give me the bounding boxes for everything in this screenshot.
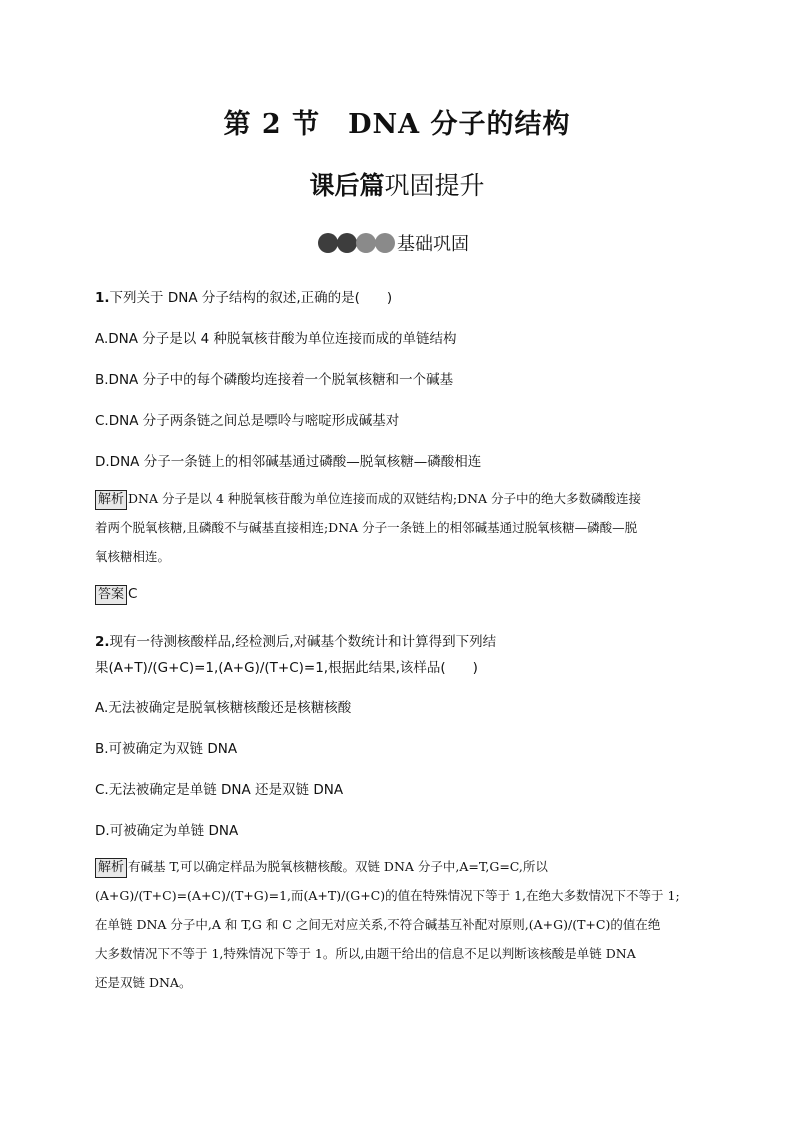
question-1-analysis (95, 484, 705, 571)
question-text: 现有一待测核酸样品,经检测后,对碱基个数统计和计算得到下列结 (109, 634, 497, 650)
answer-tag: 答案 (95, 585, 127, 605)
analysis-tag: 解析 (95, 858, 127, 878)
question-1-answer (95, 585, 137, 605)
question-1-option-d: D.DNA 分子一条链上的相邻碱基通过磷酸—脱氧核糖—磷酸相连 (95, 454, 482, 470)
level-dot-icon (337, 233, 357, 253)
analysis-line: 在单链 DNA 分子中,A 和 T,G 和 C 之间无对应关系,不符合碱基互补配对原则,(A+G)/(T+C)的值在绝 (95, 917, 661, 932)
subtitle-light: 巩固提升 (384, 171, 485, 200)
question-number: 1. (95, 290, 110, 306)
analysis-line: 氧核糖相连。 (95, 549, 171, 564)
question-number: 2. (95, 634, 110, 650)
section-heading (318, 230, 469, 256)
analysis-line: (A+G)/(T+C)=(A+C)/(T+G)=1,而(A+T)/(G+C)的值在特殊情况下等于 1,在绝大多数情况下不等于 1; (95, 888, 680, 903)
question-2-option-b: B.可被确定为双链 DNA (95, 741, 238, 757)
question-1-stem (95, 286, 705, 306)
page-title: 第 2 节 DNA 分子的结构 (223, 109, 571, 140)
page-subtitle (0, 166, 794, 202)
question-2-analysis (95, 852, 705, 997)
question-text: 下列关于 DNA 分子结构的叙述,正确的是( ) (109, 290, 393, 306)
section-label: 基础巩固 (397, 234, 469, 255)
analysis-line: 解析 DNA 分子是以 4 种脱氧核苷酸为单位连接而成的双链结构;DNA 分子中的绝大多数磷酸连接 (95, 484, 705, 513)
question-1-option-b: B.DNA 分子中的每个磷酸均连接着一个脱氧核糖和一个碱基 (95, 372, 454, 388)
level-dot-icon (356, 233, 376, 253)
analysis-line: 大多数情况下不等于 1,特殊情况下等于 1。所以,由题干给出的信息不足以判断该核酸是单链 DNA (95, 946, 636, 961)
question-2-option-c: C.无法被确定是单链 DNA 还是双链 DNA (95, 782, 344, 798)
question-2-stem-cont: 果(A+T)/(G+C)=1,(A+G)/(T+C)=1,根据此结果,该样品( ) (95, 660, 478, 676)
answer-value: C (128, 586, 138, 602)
analysis-line: 还是双链 DNA。 (95, 975, 192, 990)
analysis-line: 解析 有碱基 T,可以确定样品为脱氧核糖核酸。双链 DNA 分子中,A=T,G=C,所以 (95, 852, 705, 881)
question-2-stem (95, 630, 705, 650)
analysis-tag: 解析 (95, 490, 127, 510)
level-dot-icon (318, 233, 338, 253)
subtitle-bold: 课后篇 (309, 171, 385, 200)
question-1-option-c: C.DNA 分子两条链之间总是嘌呤与嘧啶形成碱基对 (95, 413, 400, 429)
level-dot-icon (375, 233, 395, 253)
question-1-option-a: A.DNA 分子是以 4 种脱氧核苷酸为单位连接而成的单链结构 (95, 331, 457, 347)
question-2-option-d: D.可被确定为单链 DNA (95, 823, 239, 839)
analysis-line: 着两个脱氧核糖,且磷酸不与碱基直接相连;DNA 分子一条链上的相邻碱基通过脱氧核糖—磷酸—脱 (95, 520, 638, 535)
question-2-option-a: A.无法被确定是脱氧核糖核酸还是核糖核酸 (95, 700, 352, 716)
